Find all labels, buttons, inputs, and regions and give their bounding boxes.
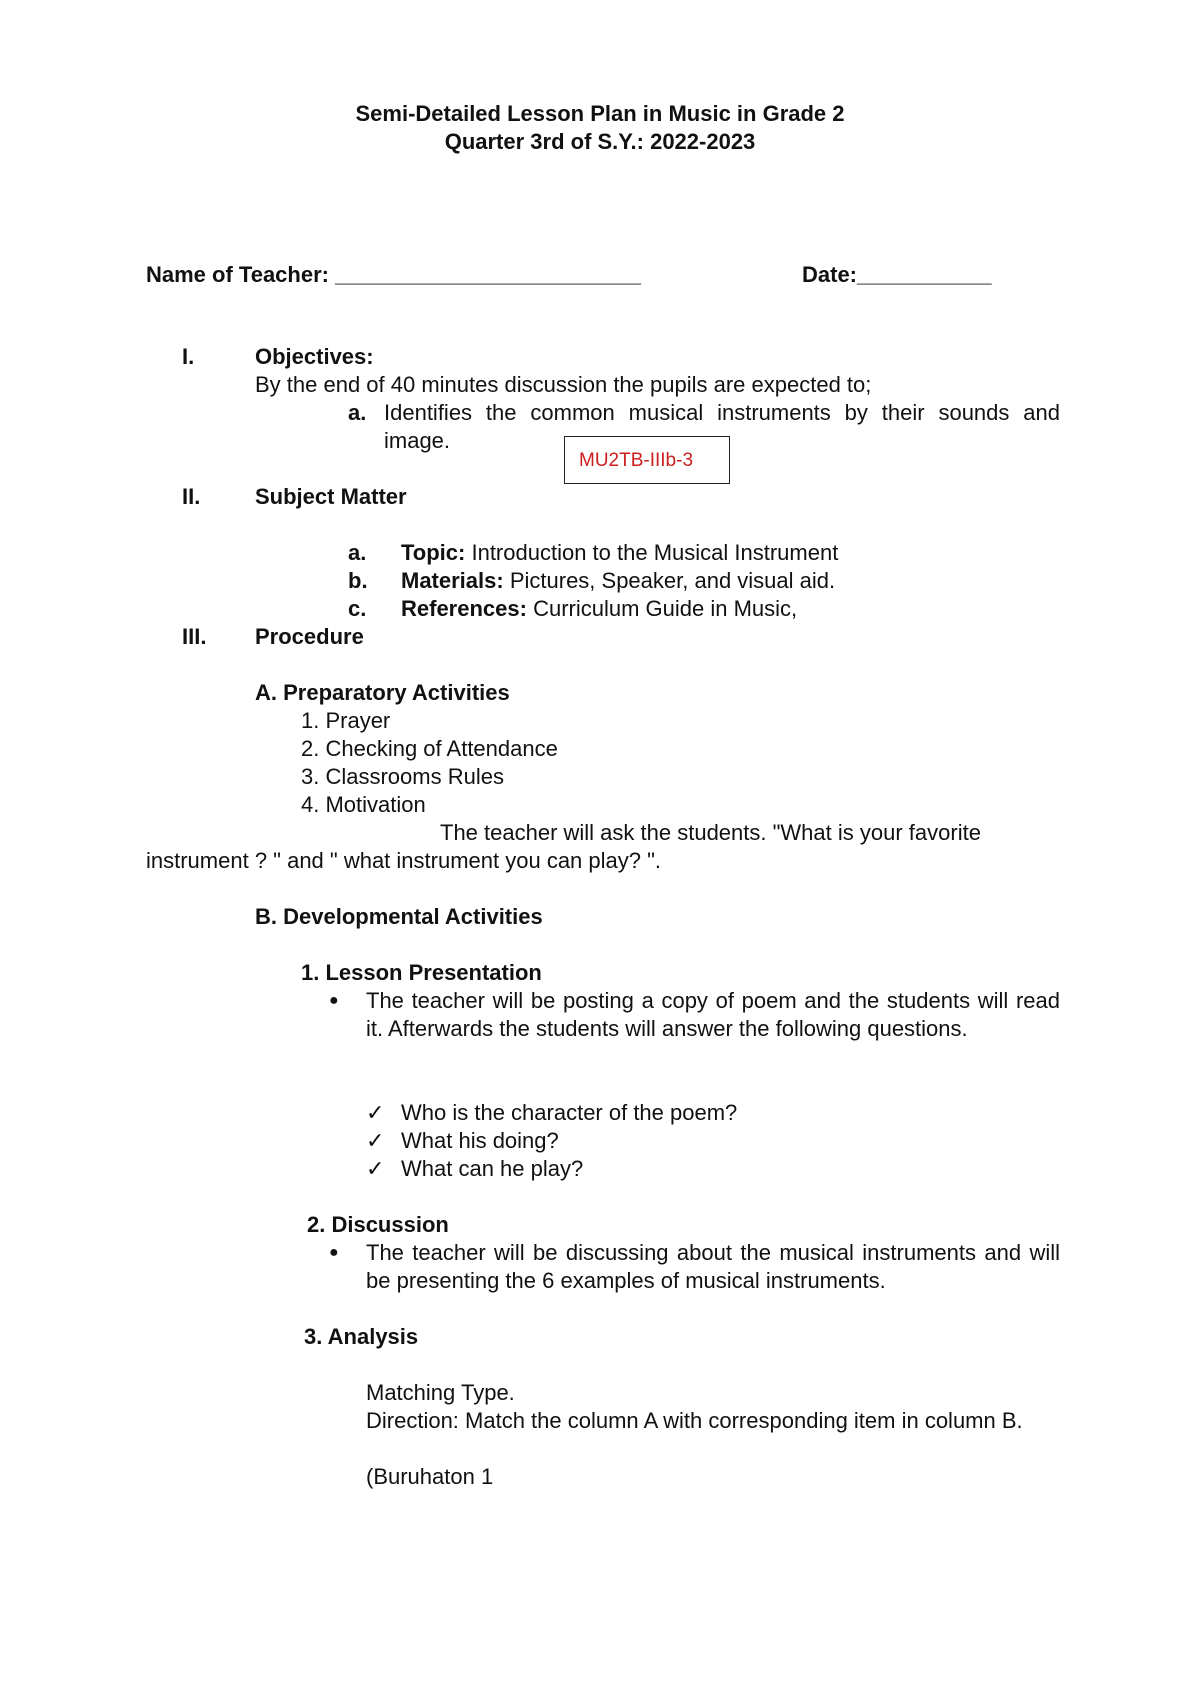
objectives-numeral: I. bbox=[182, 344, 195, 369]
prep-item-motivation: 4. Motivation bbox=[301, 792, 426, 817]
motivation-line-1: The teacher will ask the students. "What is your favorite bbox=[440, 820, 981, 845]
date-blank: ___________ bbox=[857, 262, 992, 287]
analysis-type: Matching Type. bbox=[366, 1380, 515, 1405]
checkmark-icon: ✓ bbox=[366, 1156, 385, 1181]
objective-a-letter: a. bbox=[348, 400, 367, 425]
teacher-blank: _________________________ bbox=[335, 262, 641, 287]
lesson-presentation-text: The teacher will be posting a copy of poem and the students will read it. Afterwards the students will answer the following questions. bbox=[366, 988, 1060, 1041]
procedure-numeral: III. bbox=[182, 624, 207, 649]
topic-value: Introduction to the Musical Instrument bbox=[465, 540, 839, 565]
subject-matter-numeral: II. bbox=[182, 484, 201, 509]
motivation-line-2: instrument ? " and " what instrument you can play? ". bbox=[146, 848, 662, 873]
subject-item-topic bbox=[401, 539, 838, 567]
question-3: What can he play? bbox=[401, 1156, 584, 1181]
analysis-heading: 3. Analysis bbox=[304, 1324, 419, 1349]
materials-value: Pictures, Speaker, and visual aid. bbox=[503, 568, 836, 593]
subject-item-b-letter: b. bbox=[348, 568, 368, 593]
discussion-text: The teacher will be discussing about the musical instruments and will be presenting the 6 examples of musical instruments. bbox=[366, 1240, 1060, 1293]
subject-item-materials bbox=[401, 567, 835, 595]
date-label: Date: bbox=[802, 262, 858, 287]
subject-item-references bbox=[401, 595, 797, 623]
objectives-heading: Objectives: bbox=[255, 344, 374, 369]
lesson-presentation-heading: 1. Lesson Presentation bbox=[301, 960, 542, 985]
prep-item-attendance: 2. Checking of Attendance bbox=[301, 736, 558, 761]
subject-matter-heading: Subject Matter bbox=[255, 484, 407, 509]
prep-item-prayer: 1. Prayer bbox=[301, 708, 391, 733]
competency-code: MU2TB-IIIb-3 bbox=[579, 450, 694, 471]
question-2: What his doing? bbox=[401, 1128, 559, 1153]
subject-item-a-letter: a. bbox=[348, 540, 367, 565]
teacher-field bbox=[146, 261, 641, 289]
bullet-icon: ● bbox=[329, 992, 339, 1009]
references-label: References: bbox=[401, 596, 527, 621]
checkmark-icon: ✓ bbox=[366, 1100, 385, 1125]
references-value: Curriculum Guide in Music, bbox=[526, 596, 798, 621]
analysis-extra: (Buruhaton 1 bbox=[366, 1464, 494, 1489]
subject-item-c-letter: c. bbox=[348, 596, 367, 621]
topic-label: Topic: bbox=[401, 540, 466, 565]
preparatory-heading: A. Preparatory Activities bbox=[255, 680, 510, 705]
competency-code-box bbox=[564, 436, 730, 484]
teacher-label: Name of Teacher: bbox=[146, 262, 329, 287]
document-title: Semi-Detailed Lesson Plan in Music in Grade 2 bbox=[355, 101, 845, 126]
bullet-icon: ● bbox=[329, 1244, 339, 1261]
prep-item-rules: 3. Classrooms Rules bbox=[301, 764, 504, 789]
analysis-direction: Direction: Match the column A with corresponding item in column B. bbox=[366, 1408, 1023, 1433]
materials-label: Materials: bbox=[401, 568, 504, 593]
document-subtitle: Quarter 3rd of S.Y.: 2022-2023 bbox=[444, 129, 756, 154]
objective-a-text: Identifies the common musical instruments by their sounds and image. bbox=[384, 400, 1060, 453]
objectives-intro: By the end of 40 minutes discussion the pupils are expected to; bbox=[255, 372, 872, 397]
procedure-heading: Procedure bbox=[255, 624, 364, 649]
discussion-heading: 2. Discussion bbox=[307, 1212, 449, 1237]
developmental-heading: B. Developmental Activities bbox=[255, 904, 543, 929]
question-1: Who is the character of the poem? bbox=[401, 1100, 738, 1125]
checkmark-icon: ✓ bbox=[366, 1128, 385, 1153]
date-field bbox=[802, 261, 992, 289]
